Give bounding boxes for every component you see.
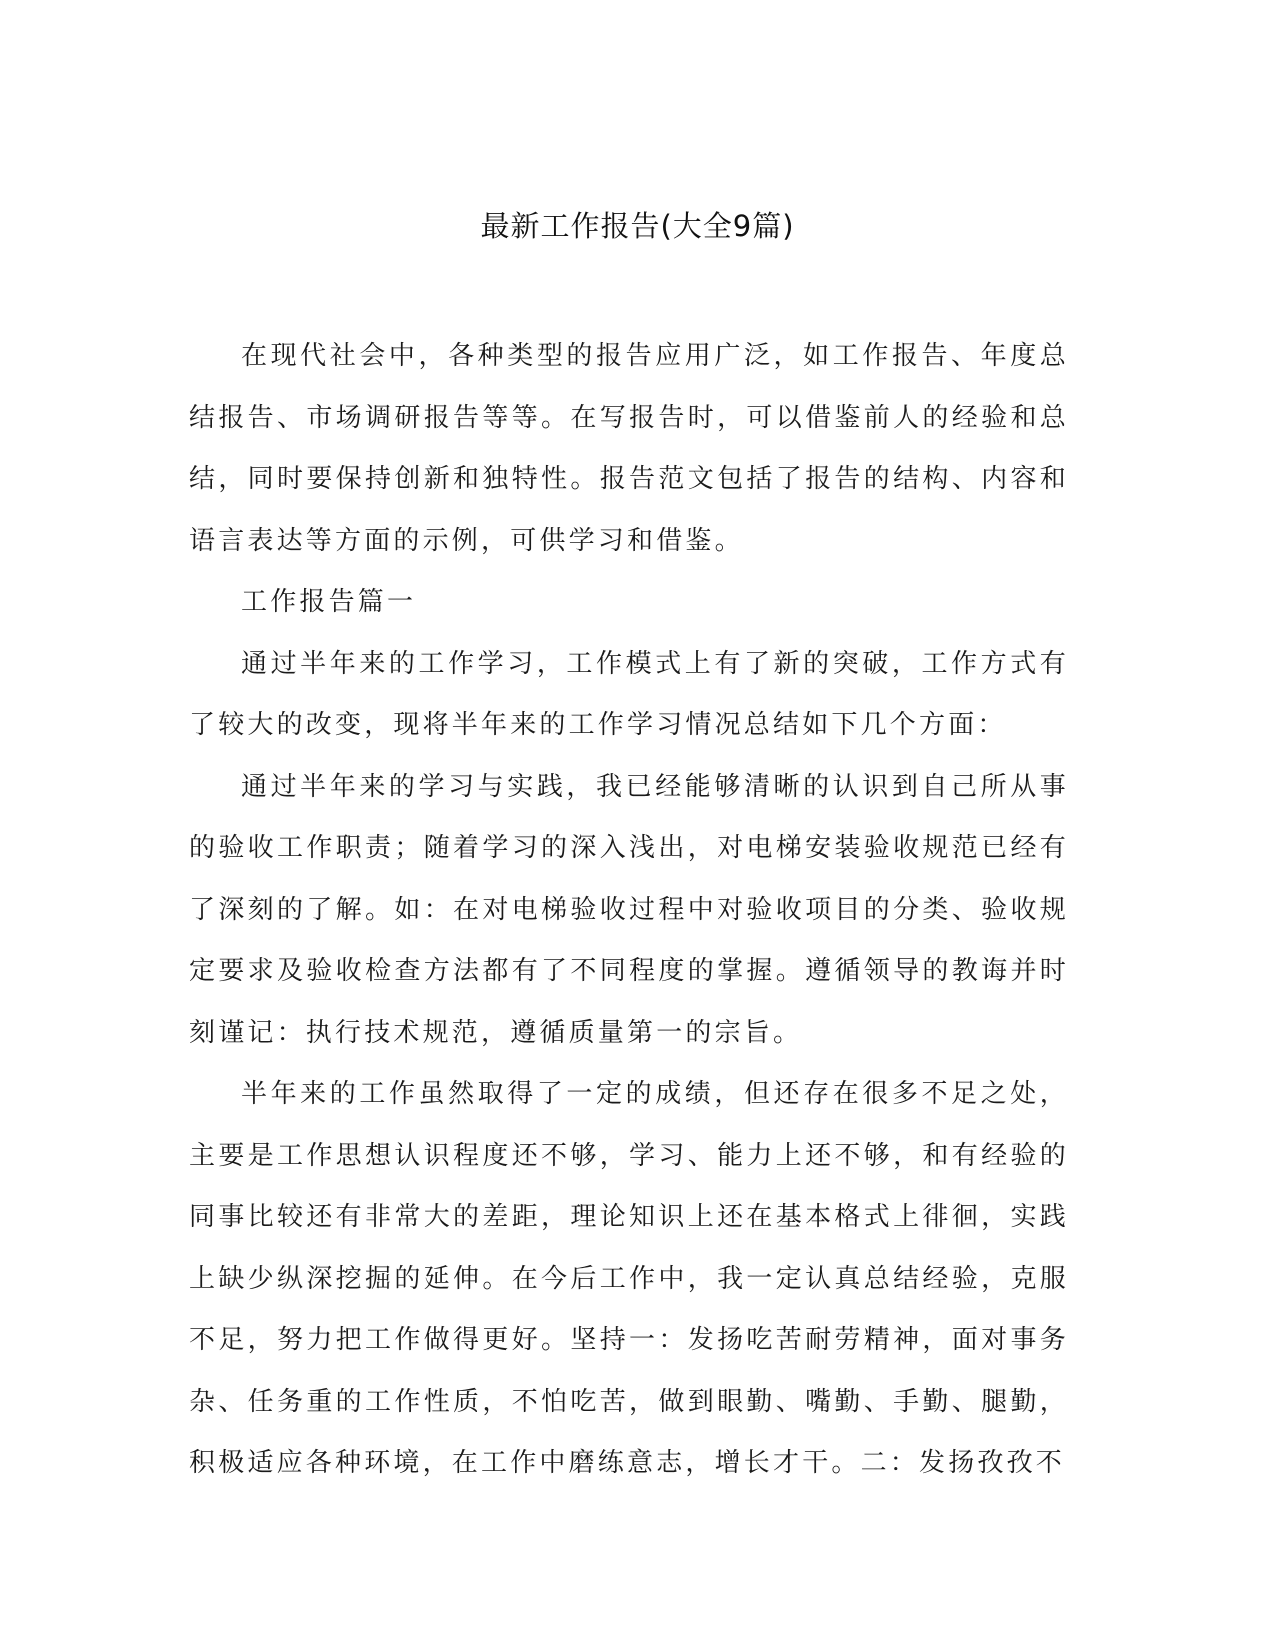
document-body	[189, 326, 1069, 1495]
paragraph-intro: 在现代社会中，各种类型的报告应用广泛，如工作报告、年度总结报告、市场调研报告等等。在写报告时，可以借鉴前人的经验和总结，同时要保持创新和独特性。报告范文包括了报告的结构、内容和语言表达等方面的示例，可供学习和借鉴。	[189, 341, 1069, 556]
document-title: 最新工作报告(大全9篇)	[480, 209, 795, 243]
paragraph: 通过半年来的工作学习，工作模式上有了新的突破，工作方式有了较大的改变，现将半年来的工作学习情况总结如下几个方面：	[189, 648, 1069, 740]
paragraph: 半年来的工作虽然取得了一定的成绩，但还存在很多不足之处，主要是工作思想认识程度还不够，学习、能力上还不够，和有经验的同事比较还有非常大的差距，理论知识上还在基本格式上徘徊，实践上缺少纵深挖掘的延伸。在今后工作中，我一定认真总结经验，克服不足，努力把工作做得更好。坚持一：发扬吃苦耐劳精神，面对事务杂、任务重的工作性质，不怕吃苦，做到眼勤、嘴勤、手勤、腿勤，积极适应各种环境，在工作中磨练意志，增长才干。二：发扬孜孜不	[189, 1079, 1069, 1478]
section-heading: 工作报告篇一	[241, 587, 417, 617]
paragraph: 通过半年来的学习与实践，我已经能够清晰的认识到自己所从事的验收工作职责；随着学习的深入浅出，对电梯安装验收规范已经有了深刻的了解。如：在对电梯验收过程中对验收项目的分类、验收规定要求及验收检查方法都有了不同程度的掌握。遵循领导的教诲并时刻谨记：执行技术规范，遵循质量第一的宗旨。	[189, 771, 1069, 1048]
